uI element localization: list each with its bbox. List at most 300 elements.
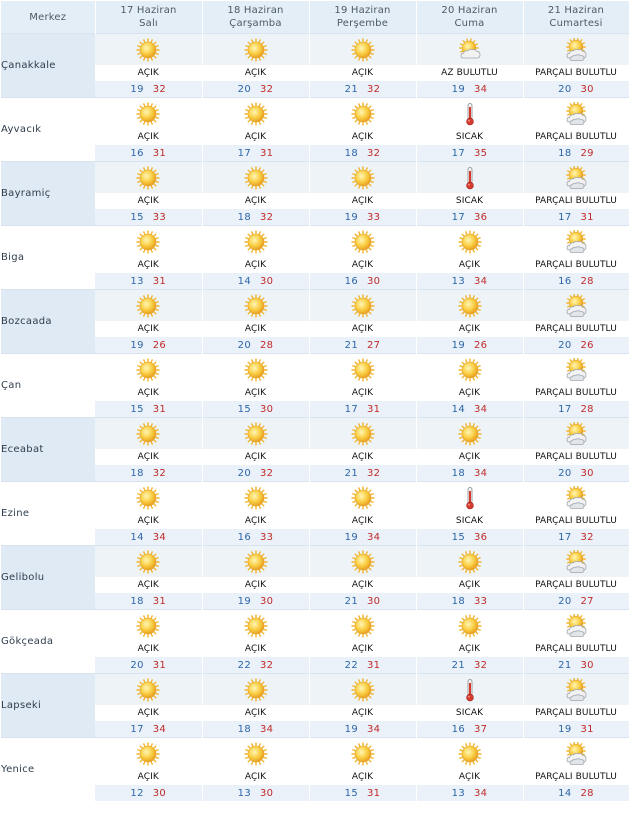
temperature-cell: [416, 529, 523, 546]
weather-description: AÇIK: [416, 769, 523, 785]
temperature-cell: [202, 337, 309, 354]
weather-icon-cell: [202, 162, 309, 194]
sun-icon: [351, 230, 375, 254]
sun-icon: [458, 422, 482, 446]
city-row-temps: [1, 529, 629, 546]
min-temperature: 21: [451, 659, 465, 671]
max-temperature: 31: [367, 403, 381, 415]
city-name: Biga: [1, 226, 95, 290]
min-temperature: 16: [558, 275, 572, 287]
sun-icon: [351, 742, 375, 766]
temperature-cell: [202, 401, 309, 418]
min-temperature: 19: [237, 595, 251, 607]
city-row-temps: [1, 273, 629, 290]
city-name: Yenice: [1, 738, 95, 802]
weather-icon-cell: [523, 546, 629, 578]
weather-icon-cell: [309, 418, 416, 450]
partly-cloudy-icon: [564, 550, 588, 574]
weather-description: PARÇALI BULUTLU: [523, 641, 629, 657]
city-row: [1, 482, 629, 514]
city-name: Lapseki: [1, 674, 95, 738]
max-temperature: 27: [580, 595, 594, 607]
weather-description: SICAK: [416, 193, 523, 209]
max-temperature: 32: [152, 83, 167, 95]
weather-icon-cell: [309, 34, 416, 66]
min-temperature: 19: [451, 339, 465, 351]
min-temperature: 13: [130, 275, 144, 287]
max-temperature: 34: [260, 723, 274, 735]
max-temperature: 34: [474, 275, 488, 287]
max-temperature: 34: [152, 723, 167, 735]
sun-icon: [136, 38, 160, 62]
weather-icon-cell: [416, 610, 523, 642]
sun-icon: [244, 742, 268, 766]
header-row: [1, 1, 629, 34]
weather-icon-cell: [416, 98, 523, 130]
weather-description: AÇIK: [309, 513, 416, 529]
weather-icon-cell: [95, 610, 202, 642]
max-temperature: 32: [260, 467, 274, 479]
temperature-cell: [202, 785, 309, 801]
weather-description: AÇIK: [95, 449, 202, 465]
temperature-cell: [309, 209, 416, 226]
weather-icon-cell: [202, 34, 309, 66]
temperature-cell: [202, 529, 309, 546]
min-temperature: 18: [451, 467, 465, 479]
day-header-1: [95, 1, 202, 34]
temperature-cell: [309, 657, 416, 674]
temperature-cell: [95, 465, 202, 482]
weather-icon-cell: [416, 226, 523, 258]
sun-icon: [351, 38, 375, 62]
temperature-cell: [416, 465, 523, 482]
min-temperature: 14: [237, 275, 251, 287]
temperature-cell: [523, 657, 629, 674]
temperature-cell: [523, 209, 629, 226]
city-name: Gelibolu: [1, 546, 95, 610]
weather-description: AÇIK: [202, 65, 309, 81]
max-temperature: 32: [474, 659, 488, 671]
max-temperature: 30: [152, 787, 167, 799]
weather-description: AÇIK: [416, 257, 523, 273]
weather-icon-cell: [95, 162, 202, 194]
max-temperature: 31: [152, 595, 167, 607]
max-temperature: 37: [474, 723, 488, 735]
weather-description: AÇIK: [309, 193, 416, 209]
weather-description: AÇIK: [202, 321, 309, 337]
weather-icon-cell: [95, 418, 202, 450]
city-row: [1, 738, 629, 770]
city-row-desc: [1, 321, 629, 337]
temperature-cell: [202, 145, 309, 162]
city-row-temps: [1, 337, 629, 354]
min-temperature: 20: [237, 467, 251, 479]
min-temperature: 14: [451, 403, 465, 415]
thermometer-icon: [458, 166, 482, 190]
weather-icon-cell: [523, 34, 629, 66]
weather-description: PARÇALI BULUTLU: [523, 513, 629, 529]
partly-cloudy-icon: [564, 358, 588, 382]
day-weekday: Salı: [139, 18, 158, 29]
min-temperature: 20: [237, 339, 251, 351]
sun-icon: [244, 294, 268, 318]
sun-icon: [458, 742, 482, 766]
city-row: [1, 98, 629, 130]
temperature-cell: [309, 593, 416, 610]
max-temperature: 36: [474, 531, 488, 543]
weather-icon-cell: [95, 34, 202, 66]
city-column-header: Merkez: [1, 1, 95, 34]
weather-icon-cell: [416, 738, 523, 770]
sun-cloud-icon: [458, 38, 482, 62]
weather-description: AÇIK: [309, 321, 416, 337]
weather-description: PARÇALI BULUTLU: [523, 65, 629, 81]
day-header-4: [416, 1, 523, 34]
weather-description: AÇIK: [95, 641, 202, 657]
weather-icon-cell: [202, 226, 309, 258]
max-temperature: 30: [367, 595, 381, 607]
weather-icon-cell: [202, 482, 309, 514]
max-temperature: 32: [367, 147, 381, 159]
sun-icon: [351, 166, 375, 190]
city-row-temps: [1, 81, 629, 98]
weather-icon-cell: [523, 290, 629, 322]
weather-description: AÇIK: [202, 577, 309, 593]
weather-icon-cell: [202, 546, 309, 578]
sun-icon: [244, 166, 268, 190]
weather-description: AZ BULUTLU: [416, 65, 523, 81]
temperature-cell: [523, 401, 629, 418]
weather-description: AÇIK: [416, 321, 523, 337]
temperature-cell: [416, 209, 523, 226]
max-temperature: 32: [260, 83, 274, 95]
weather-description: SICAK: [416, 129, 523, 145]
temperature-cell: [309, 273, 416, 290]
temperature-cell: [309, 465, 416, 482]
weather-description: AÇIK: [309, 65, 416, 81]
max-temperature: 33: [152, 211, 167, 223]
temperature-cell: [309, 721, 416, 738]
max-temperature: 31: [152, 147, 167, 159]
day-weekday: Cumartesi: [549, 18, 603, 29]
temperature-cell: [95, 657, 202, 674]
city-row: [1, 162, 629, 194]
day-header-5: [523, 1, 629, 34]
weather-icon-cell: [95, 354, 202, 386]
partly-cloudy-icon: [564, 614, 588, 638]
weather-description: AÇIK: [416, 641, 523, 657]
city-row: [1, 418, 629, 450]
weather-icon-cell: [523, 610, 629, 642]
sun-icon: [244, 358, 268, 382]
weather-icon-cell: [523, 482, 629, 514]
min-temperature: 20: [558, 467, 572, 479]
temperature-cell: [523, 145, 629, 162]
city-row-desc: [1, 705, 629, 721]
thermometer-icon: [458, 678, 482, 702]
min-temperature: 21: [558, 659, 572, 671]
min-temperature: 16: [130, 147, 144, 159]
temperature-cell: [309, 337, 416, 354]
city-row: [1, 674, 629, 706]
min-temperature: 17: [558, 211, 572, 223]
partly-cloudy-icon: [564, 422, 588, 446]
weather-description: AÇIK: [95, 193, 202, 209]
weather-icon-cell: [202, 674, 309, 706]
weather-icon-cell: [523, 98, 629, 130]
min-temperature: 12: [130, 787, 144, 799]
sun-icon: [351, 294, 375, 318]
max-temperature: 33: [367, 211, 381, 223]
temperature-cell: [95, 145, 202, 162]
sun-icon: [244, 614, 268, 638]
weather-icon-cell: [416, 418, 523, 450]
max-temperature: 34: [367, 723, 381, 735]
weather-icon-cell: [309, 354, 416, 386]
sun-icon: [136, 678, 160, 702]
sun-icon: [244, 102, 268, 126]
weather-description: PARÇALI BULUTLU: [523, 449, 629, 465]
sun-icon: [458, 358, 482, 382]
max-temperature: 28: [580, 403, 594, 415]
day-date: 21 Haziran: [547, 5, 605, 16]
day-weekday: Çarşamba: [229, 18, 282, 29]
sun-icon: [458, 294, 482, 318]
min-temperature: 13: [451, 787, 465, 799]
max-temperature: 30: [260, 275, 274, 287]
sun-icon: [136, 358, 160, 382]
min-temperature: 17: [237, 147, 251, 159]
weather-description: AÇIK: [309, 769, 416, 785]
min-temperature: 19: [344, 211, 358, 223]
min-temperature: 16: [344, 275, 358, 287]
weather-icon-cell: [523, 226, 629, 258]
partly-cloudy-icon: [564, 486, 588, 510]
weather-description: AÇIK: [309, 705, 416, 721]
partly-cloudy-icon: [564, 102, 588, 126]
max-temperature: 32: [260, 659, 274, 671]
temperature-cell: [309, 529, 416, 546]
temperature-cell: [523, 721, 629, 738]
city-name: Çanakkale: [1, 34, 95, 98]
weather-description: AÇIK: [202, 769, 309, 785]
sun-icon: [351, 422, 375, 446]
city-row-desc: [1, 257, 629, 273]
city-row-temps: [1, 145, 629, 162]
temperature-cell: [95, 401, 202, 418]
city-row-temps: [1, 401, 629, 418]
weather-icon-cell: [309, 482, 416, 514]
sun-icon: [351, 102, 375, 126]
sun-icon: [136, 166, 160, 190]
min-temperature: 17: [558, 531, 572, 543]
max-temperature: 34: [367, 531, 381, 543]
weather-icon-cell: [309, 162, 416, 194]
weather-icon-cell: [416, 546, 523, 578]
weather-description: AÇIK: [202, 193, 309, 209]
sun-icon: [458, 614, 482, 638]
sun-icon: [136, 230, 160, 254]
weather-icon-cell: [523, 674, 629, 706]
weather-icon-cell: [309, 546, 416, 578]
max-temperature: 26: [152, 339, 167, 351]
min-temperature: 20: [558, 595, 572, 607]
weather-description: PARÇALI BULUTLU: [523, 321, 629, 337]
max-temperature: 31: [580, 211, 594, 223]
day-date: 17 Haziran: [120, 5, 177, 16]
weather-description: PARÇALI BULUTLU: [523, 577, 629, 593]
min-temperature: 20: [237, 83, 251, 95]
temperature-cell: [202, 209, 309, 226]
max-temperature: 34: [474, 787, 488, 799]
temperature-cell: [95, 593, 202, 610]
temperature-cell: [416, 145, 523, 162]
max-temperature: 30: [260, 595, 274, 607]
weather-icon-cell: [202, 610, 309, 642]
city-row-temps: [1, 657, 629, 674]
temperature-cell: [416, 721, 523, 738]
weather-description: AÇIK: [416, 577, 523, 593]
city-row-desc: [1, 385, 629, 401]
sun-icon: [351, 678, 375, 702]
weather-icon-cell: [202, 418, 309, 450]
temperature-cell: [309, 145, 416, 162]
sun-icon: [136, 742, 160, 766]
city-row-desc: [1, 193, 629, 209]
forecast-body: [1, 34, 629, 802]
sun-icon: [244, 486, 268, 510]
partly-cloudy-icon: [564, 38, 588, 62]
weather-description: AÇIK: [202, 385, 309, 401]
weather-icon-cell: [523, 418, 629, 450]
weather-description: AÇIK: [95, 769, 202, 785]
weather-icon-cell: [309, 226, 416, 258]
day-weekday: Perşembe: [336, 18, 389, 29]
temperature-cell: [95, 337, 202, 354]
min-temperature: 17: [558, 403, 572, 415]
min-temperature: 17: [344, 403, 358, 415]
temperature-cell: [202, 593, 309, 610]
min-temperature: 21: [344, 339, 358, 351]
city-row: [1, 610, 629, 642]
max-temperature: 31: [367, 659, 381, 671]
temperature-cell: [523, 273, 629, 290]
temperature-cell: [416, 273, 523, 290]
min-temperature: 16: [451, 723, 465, 735]
max-temperature: 28: [580, 787, 594, 799]
temperature-cell: [523, 593, 629, 610]
min-temperature: 14: [558, 787, 572, 799]
min-temperature: 13: [451, 275, 465, 287]
weather-description: AÇIK: [202, 257, 309, 273]
temperature-cell: [202, 273, 309, 290]
weather-description: AÇIK: [309, 449, 416, 465]
weather-description: AÇIK: [416, 385, 523, 401]
city-name: Ayvacık: [1, 98, 95, 162]
city-row: [1, 226, 629, 258]
temperature-cell: [309, 81, 416, 98]
weather-icon-cell: [523, 354, 629, 386]
weather-icon-cell: [309, 738, 416, 770]
weather-description: AÇIK: [202, 449, 309, 465]
weather-description: AÇIK: [202, 705, 309, 721]
temperature-cell: [416, 657, 523, 674]
weather-description: PARÇALI BULUTLU: [523, 129, 629, 145]
min-temperature: 17: [130, 723, 144, 735]
thermometer-icon: [458, 102, 482, 126]
weather-description: AÇIK: [309, 257, 416, 273]
weather-icon-cell: [95, 674, 202, 706]
max-temperature: 30: [367, 275, 381, 287]
weather-description: SICAK: [416, 513, 523, 529]
min-temperature: 19: [344, 531, 358, 543]
weather-icon-cell: [202, 354, 309, 386]
min-temperature: 18: [237, 723, 251, 735]
partly-cloudy-icon: [564, 294, 588, 318]
weather-icon-cell: [523, 738, 629, 770]
weather-description: AÇIK: [95, 65, 202, 81]
temperature-cell: [202, 81, 309, 98]
max-temperature: 31: [152, 659, 167, 671]
city-row-temps: [1, 785, 629, 801]
city-row-temps: [1, 721, 629, 738]
temperature-cell: [416, 337, 523, 354]
weather-icon-cell: [95, 482, 202, 514]
weather-description: AÇIK: [95, 385, 202, 401]
min-temperature: 17: [451, 147, 465, 159]
sun-icon: [136, 102, 160, 126]
weather-icon-cell: [416, 674, 523, 706]
weather-description: AÇIK: [95, 705, 202, 721]
min-temperature: 19: [451, 83, 465, 95]
weather-icon-cell: [309, 610, 416, 642]
max-temperature: 33: [474, 595, 488, 607]
weather-icon-cell: [416, 162, 523, 194]
max-temperature: 30: [580, 83, 594, 95]
max-temperature: 26: [580, 339, 594, 351]
city-row-desc: [1, 513, 629, 529]
temperature-cell: [416, 401, 523, 418]
weather-description: AÇIK: [95, 577, 202, 593]
weather-icon-cell: [523, 162, 629, 194]
sun-icon: [351, 614, 375, 638]
max-temperature: 26: [474, 339, 488, 351]
temperature-cell: [523, 81, 629, 98]
weather-description: PARÇALI BULUTLU: [523, 193, 629, 209]
weather-description: PARÇALI BULUTLU: [523, 385, 629, 401]
city-row: [1, 290, 629, 322]
sun-icon: [458, 550, 482, 574]
city-row-desc: [1, 641, 629, 657]
max-temperature: 27: [367, 339, 381, 351]
temperature-cell: [416, 593, 523, 610]
city-row-desc: [1, 577, 629, 593]
day-date: 19 Haziran: [334, 5, 391, 16]
weather-description: SICAK: [416, 705, 523, 721]
temperature-cell: [416, 81, 523, 98]
day-header-2: [202, 1, 309, 34]
weather-icon-cell: [95, 98, 202, 130]
weather-description: AÇIK: [309, 385, 416, 401]
temperature-cell: [95, 529, 202, 546]
max-temperature: 32: [260, 211, 274, 223]
min-temperature: 15: [451, 531, 465, 543]
min-temperature: 19: [130, 83, 144, 95]
partly-cloudy-icon: [564, 678, 588, 702]
partly-cloudy-icon: [564, 230, 588, 254]
min-temperature: 18: [130, 595, 144, 607]
max-temperature: 34: [474, 403, 488, 415]
